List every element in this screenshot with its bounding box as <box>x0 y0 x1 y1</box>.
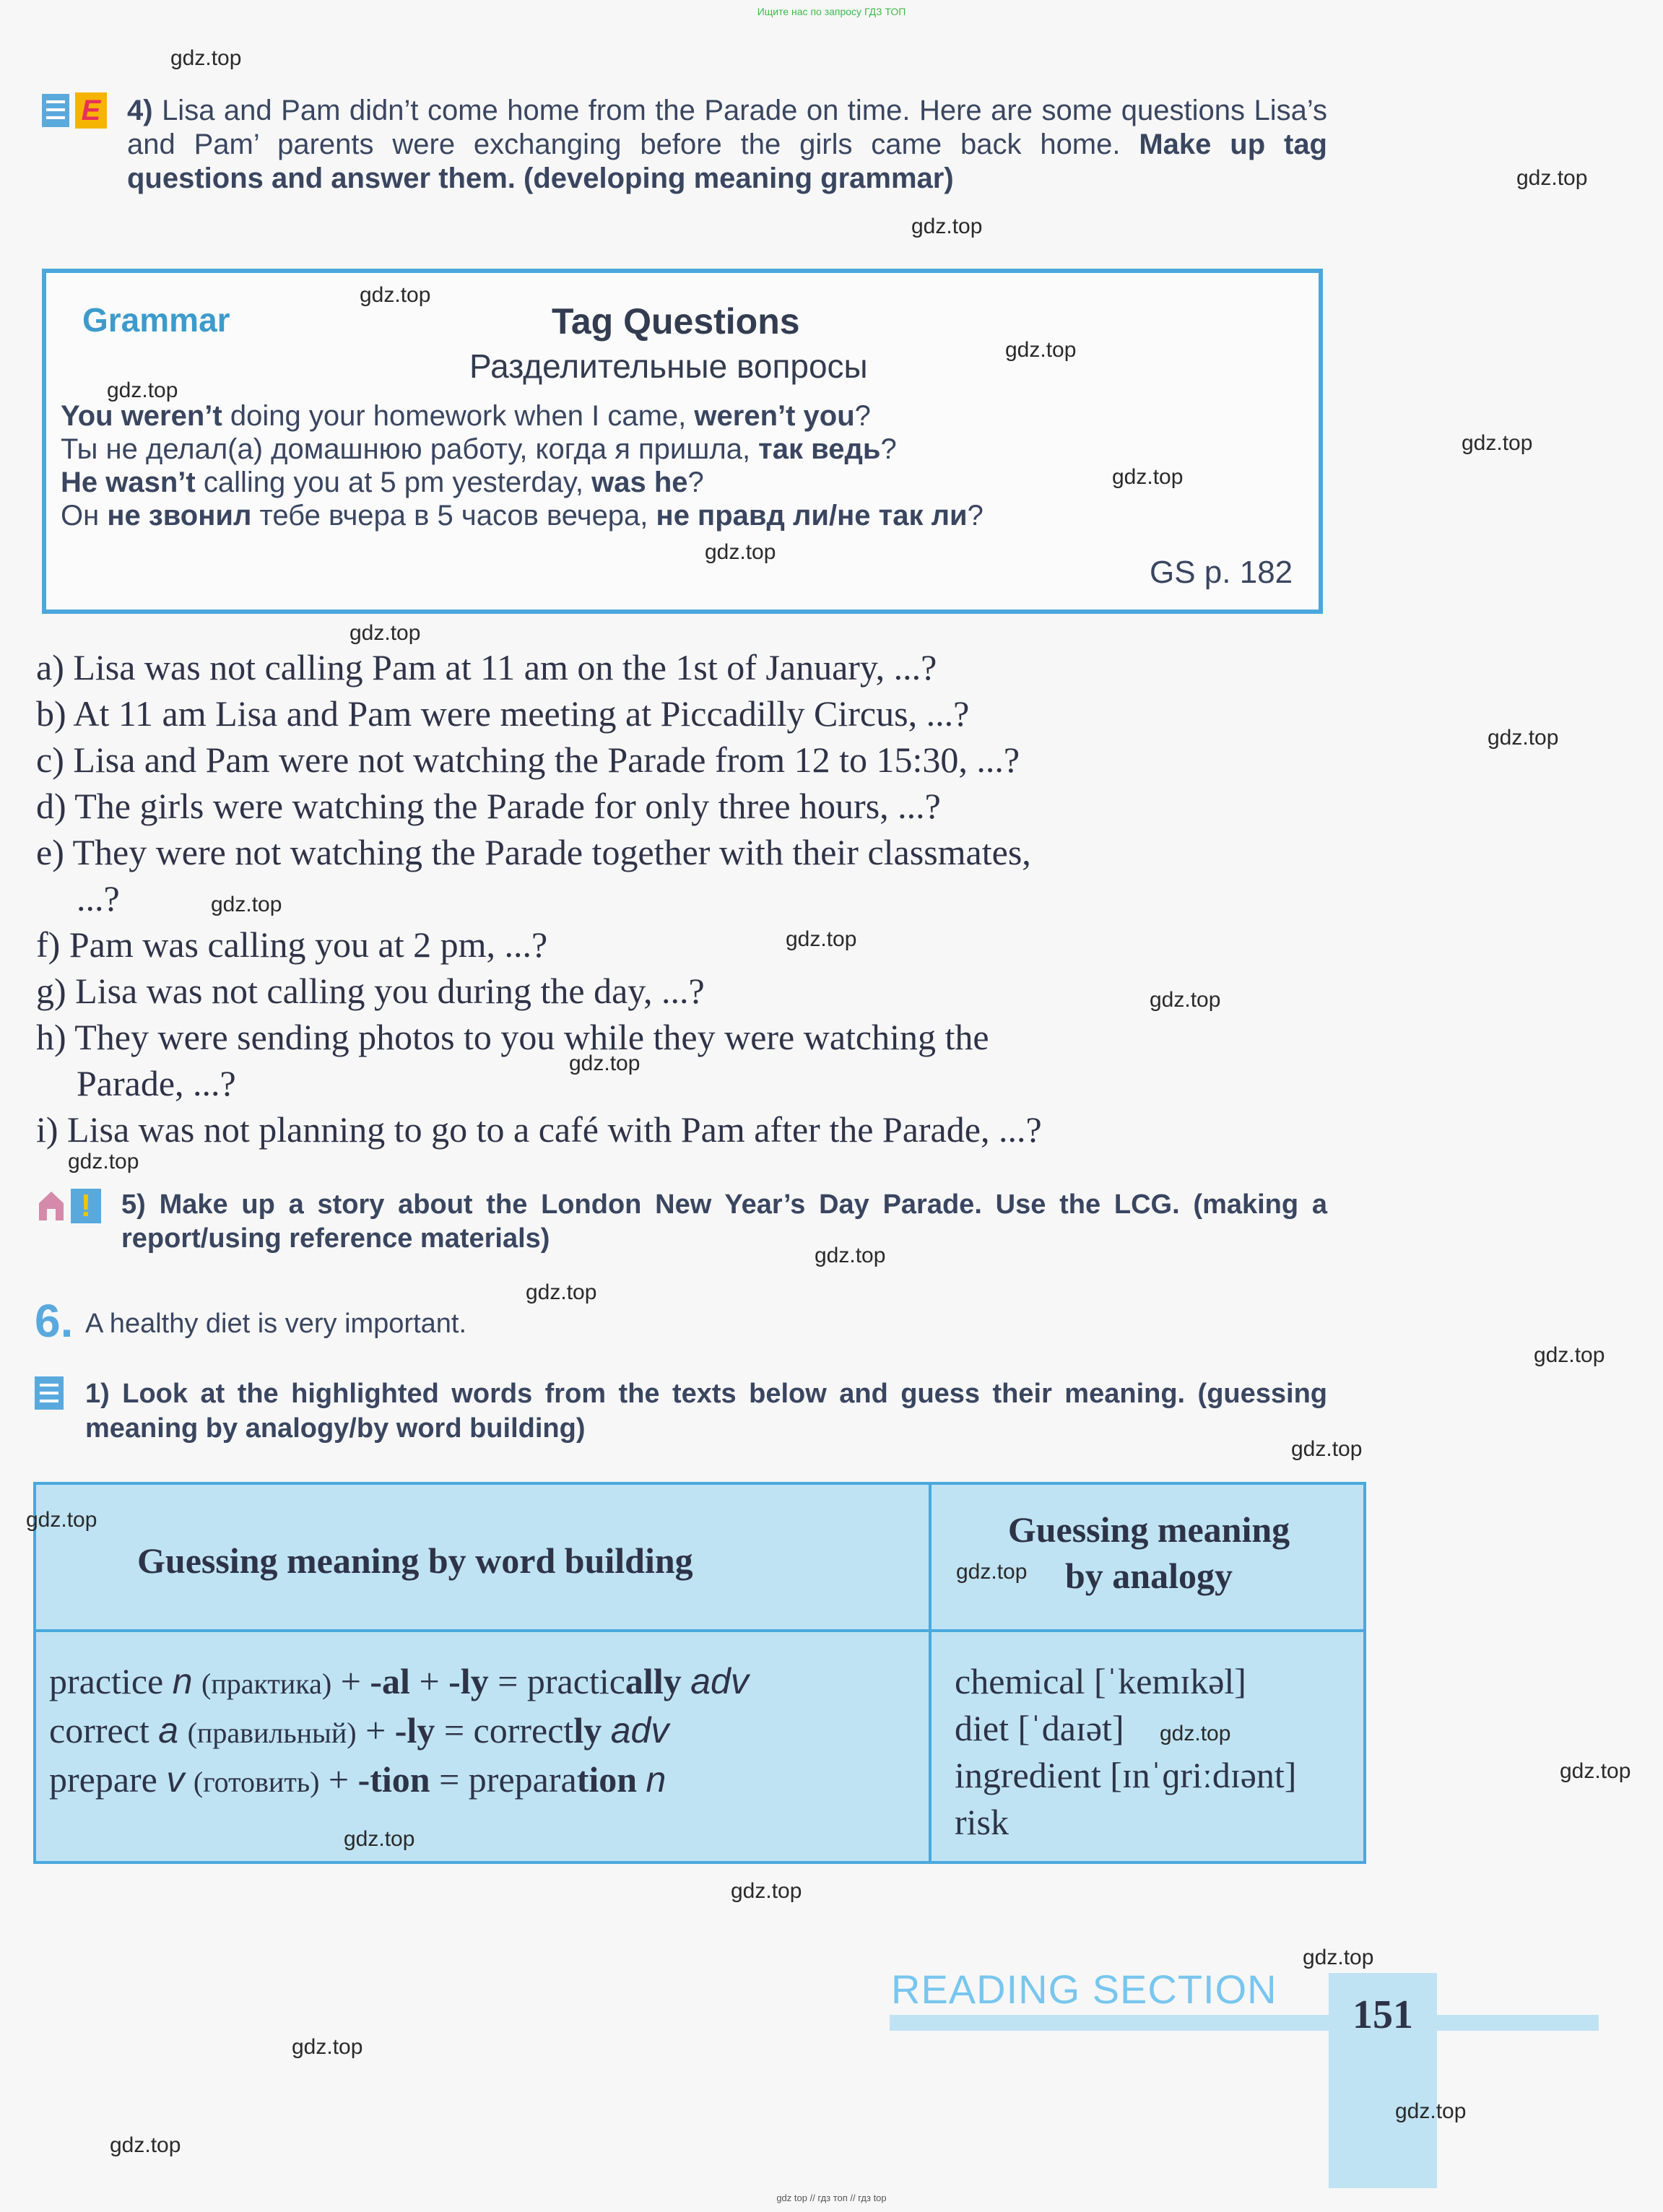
watermark: gdz.top <box>360 283 431 307</box>
section-6-title: A healthy diet is very important. <box>85 1309 467 1339</box>
question-d: d) The girls were watching the Parade for only three hours, ...? <box>36 786 941 826</box>
list-item: ingredient [ɪnˈɡriːdɪənt] <box>955 1755 1297 1795</box>
watermark: gdz.top <box>1462 431 1533 455</box>
watermark: gdz.top <box>349 621 421 645</box>
question-f: f) Pam was calling you at 2 pm, ...? <box>36 924 548 965</box>
question-h: h) They were sending photos to you while they were watching the <box>36 1017 989 1057</box>
reading-section-bar <box>890 2015 1599 2031</box>
grammar-box <box>42 269 1323 614</box>
question-h-continuation: Parade, ...? <box>77 1063 236 1103</box>
watermark: gdz.top <box>815 1244 886 1267</box>
word-building-rows <box>49 1658 749 1805</box>
watermark: gdz.top <box>731 1879 802 1903</box>
letter-e-icon: E <box>75 92 107 129</box>
question-a: a) Lisa was not calling Pam at 11 am on the 1st of January, ...? <box>36 647 937 688</box>
reading-section-label: READING SECTION <box>891 1966 1277 2012</box>
watermark: gdz.top <box>526 1280 597 1304</box>
watermark: gdz.top <box>1112 465 1184 489</box>
watermark: gdz.top <box>1516 166 1588 190</box>
grammar-label: Grammar <box>82 301 230 339</box>
watermark: gdz.top <box>1534 1343 1605 1367</box>
watermark: gdz.top <box>1150 988 1221 1012</box>
grammar-example-3: He wasn’t calling you at 5 pm yesterday, was he? <box>61 467 704 498</box>
watermark: gdz.top <box>1560 1759 1631 1783</box>
watermark: gdz.top <box>344 1827 415 1851</box>
watermark: gdz.top <box>1291 1437 1363 1461</box>
house-icon <box>38 1190 65 1222</box>
grammar-example-2: Ты не делал(а) домашнюю работу, когда я пришла, так ведь? <box>61 433 897 465</box>
text-lines-icon <box>42 94 69 127</box>
watermark: gdz.top <box>211 893 282 916</box>
list-item: risk <box>955 1802 1009 1842</box>
watermark: gdz.top <box>26 1508 97 1532</box>
watermark: gdz.top <box>68 1150 139 1174</box>
exclamation-icon: ! <box>71 1189 101 1223</box>
exercise-4-intro: Lisa and Pam didn’t come home from the Parade on time. Here are some questions Lisa’s and Pam’ parents were exchanging before the girls came back home. <box>127 95 1327 160</box>
table-header-word-building: Guessing meaning by word building <box>137 1540 693 1581</box>
watermark: gdz.top <box>786 927 857 951</box>
watermark: gdz.top <box>170 46 242 70</box>
footer-links: gdz top // гдз топ // гдз top <box>776 2193 887 2203</box>
watermark: gdz.top <box>1395 2099 1467 2123</box>
list-item: chemical [ˈkemɪkəl] <box>955 1661 1246 1701</box>
question-i: i) Lisa was not planning to go to a café with Pam after the Parade, ...? <box>36 1109 1042 1150</box>
question-b: b) At 11 am Lisa and Pam were meeting at Piccadilly Circus, ...? <box>36 693 970 734</box>
table-row: prepare v (готовить) + -tion = preparation n <box>49 1759 666 1800</box>
question-e-continuation: ...? <box>77 878 120 919</box>
question-c: c) Lisa and Pam were not watching the Parade from 12 to 15:30, ...? <box>36 739 1020 780</box>
page-number: 151 <box>1352 1992 1413 2037</box>
watermark: gdz.top <box>107 378 178 402</box>
table-header-divider <box>36 1629 1363 1632</box>
watermark: gdz.top <box>569 1051 641 1075</box>
text-lines-icon <box>35 1376 64 1410</box>
exercise-4 <box>127 94 1327 196</box>
exercise-6-1: 1) Look at the highlighted words from the texts below and guess their meaning. (guessing meaning by analogy/by word building) <box>85 1379 1328 1444</box>
watermark: gdz.top <box>1005 338 1077 362</box>
watermark: gdz.top <box>1303 1946 1374 1969</box>
exercise-5: 5) Make up a story about the London New Year’s Day Parade. Use the LCG. (making a report/using reference materials) <box>121 1189 1327 1254</box>
grammar-subtitle: Разделительные вопросы <box>469 347 868 385</box>
section-6-number: 6. <box>35 1295 74 1347</box>
word-building-table <box>33 1482 1366 1864</box>
table-row: correct a (правильный) + -ly = correctly adv <box>49 1710 669 1751</box>
watermark: gdz.top <box>1160 1722 1231 1745</box>
watermark: gdz.top <box>110 2133 181 2157</box>
watermark: gdz.top <box>956 1560 1028 1584</box>
watermark: gdz.top <box>911 214 983 238</box>
analogy-words <box>955 1658 1296 1846</box>
grammar-reference: GS p. 182 <box>1150 555 1293 590</box>
watermark: gdz.top <box>705 540 776 564</box>
watermark: gdz.top <box>1488 726 1559 750</box>
exercise-4-task: Make up tag questions and answer them. (developing meaning grammar) <box>127 129 1327 194</box>
grammar-title: Tag Questions <box>552 301 800 342</box>
search-hint: Ищите нас по запросу ГДЗ ТОП <box>757 6 906 17</box>
grammar-example-1: You weren’t doing your homework when I came, weren’t you? <box>61 400 871 432</box>
question-e: e) They were not watching the Parade together with their classmates, <box>36 832 1031 872</box>
question-g: g) Lisa was not calling you during the day, ...? <box>36 971 705 1011</box>
list-item: diet [ˈdaɪət] <box>955 1708 1124 1748</box>
exercise-4-number: 4) <box>127 95 153 126</box>
table-header-analogy: Guessing meaning by analogy <box>1007 1509 1290 1596</box>
grammar-example-4: Он не звонил тебе вчера в 5 часов вечера, не правд ли/не так ли? <box>61 500 984 532</box>
table-row: practice n (практика) + -al + -ly = practically adv <box>49 1661 749 1701</box>
watermark: gdz.top <box>292 2035 363 2059</box>
